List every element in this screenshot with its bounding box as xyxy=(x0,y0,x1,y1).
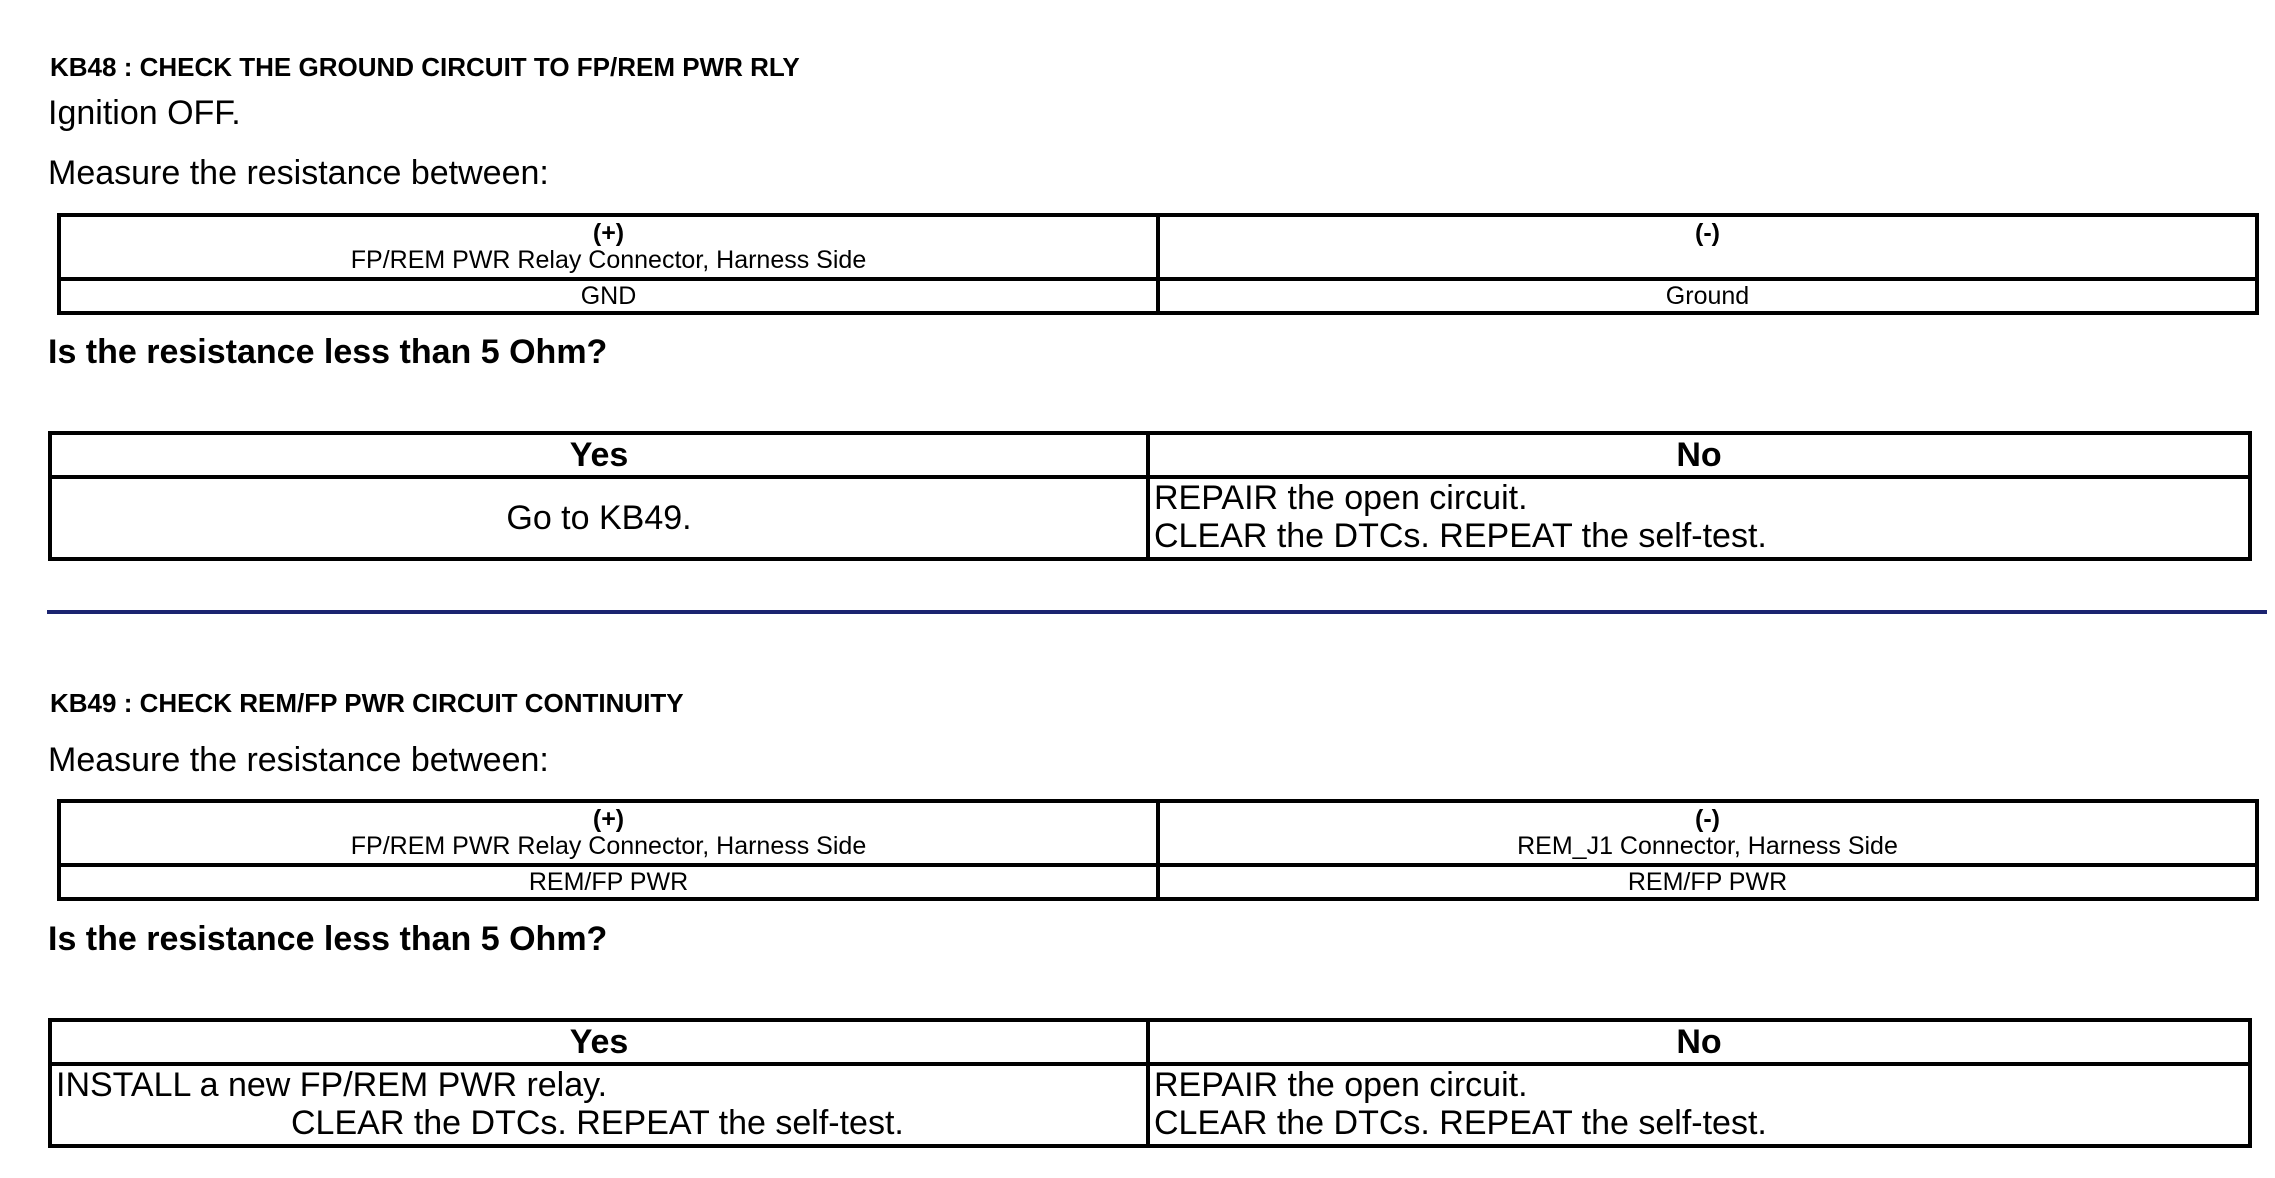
kb49-minus-connector-label: REM_J1 Connector, Harness Side xyxy=(1517,832,1898,860)
kb48-measurement-table xyxy=(57,213,2259,315)
kb49-plus-header-cell xyxy=(59,801,1158,865)
kb49-minus-header-cell xyxy=(1158,801,2257,865)
kb48-plus-header-cell xyxy=(59,215,1158,279)
kb49-plus-sign: (+) xyxy=(592,805,625,833)
kb49-plus-connector-label: FP/REM PWR Relay Connector, Harness Side xyxy=(350,832,867,860)
kb49-yes-line: INSTALL a new FP/REM PWR relay. xyxy=(56,1066,608,1104)
kb48-plus-sign: (+) xyxy=(592,219,625,247)
kb48-no-action xyxy=(1148,477,2250,559)
kb48-minus-pin: Ground xyxy=(1158,279,2257,313)
kb49-no-line: REPAIR the open circuit. xyxy=(1154,1066,1528,1104)
kb48-step-title: KB48 : CHECK THE GROUND CIRCUIT TO FP/REM PWR RLY xyxy=(50,52,800,82)
kb48-yes-header: Yes xyxy=(50,433,1148,477)
kb48-question: Is the resistance less than 5 Ohm? xyxy=(48,333,608,371)
kb48-no-header: No xyxy=(1148,433,2250,477)
kb48-yes-line: Go to KB49. xyxy=(506,499,692,537)
kb48-no-line: REPAIR the open circuit. xyxy=(1154,479,1528,517)
kb48-minus-header-cell xyxy=(1158,215,2257,279)
kb48-minus-sign: (-) xyxy=(1695,219,1720,247)
kb49-measure-label: Measure the resistance between: xyxy=(48,741,549,779)
kb49-minus-pin: REM/FP PWR xyxy=(1158,865,2257,899)
kb49-no-header: No xyxy=(1148,1020,2250,1064)
kb48-no-line: CLEAR the DTCs. REPEAT the self-test. xyxy=(1154,517,1767,555)
kb49-question: Is the resistance less than 5 Ohm? xyxy=(48,920,608,958)
kb49-measurement-table xyxy=(57,799,2259,901)
kb48-result-table xyxy=(48,431,2252,561)
kb48-plus-connector-label: FP/REM PWR Relay Connector, Harness Side xyxy=(350,246,867,274)
kb48-instruction: Ignition OFF. xyxy=(48,94,241,132)
kb49-plus-pin: REM/FP PWR xyxy=(59,865,1158,899)
kb49-no-line: CLEAR the DTCs. REPEAT the self-test. xyxy=(1154,1104,1767,1142)
kb48-plus-pin: GND xyxy=(59,279,1158,313)
kb48-measure-label: Measure the resistance between: xyxy=(48,154,549,192)
kb49-minus-sign: (-) xyxy=(1695,805,1720,833)
kb49-yes-header: Yes xyxy=(50,1020,1148,1064)
kb49-no-action xyxy=(1148,1064,2250,1146)
kb49-step-title: KB49 : CHECK REM/FP PWR CIRCUIT CONTINUITY xyxy=(50,688,684,718)
kb48-yes-action xyxy=(50,477,1148,559)
kb49-result-table xyxy=(48,1018,2252,1148)
section-divider xyxy=(47,610,2267,614)
kb49-yes-line: CLEAR the DTCs. REPEAT the self-test. xyxy=(291,1104,904,1142)
kb49-yes-action xyxy=(50,1064,1148,1146)
